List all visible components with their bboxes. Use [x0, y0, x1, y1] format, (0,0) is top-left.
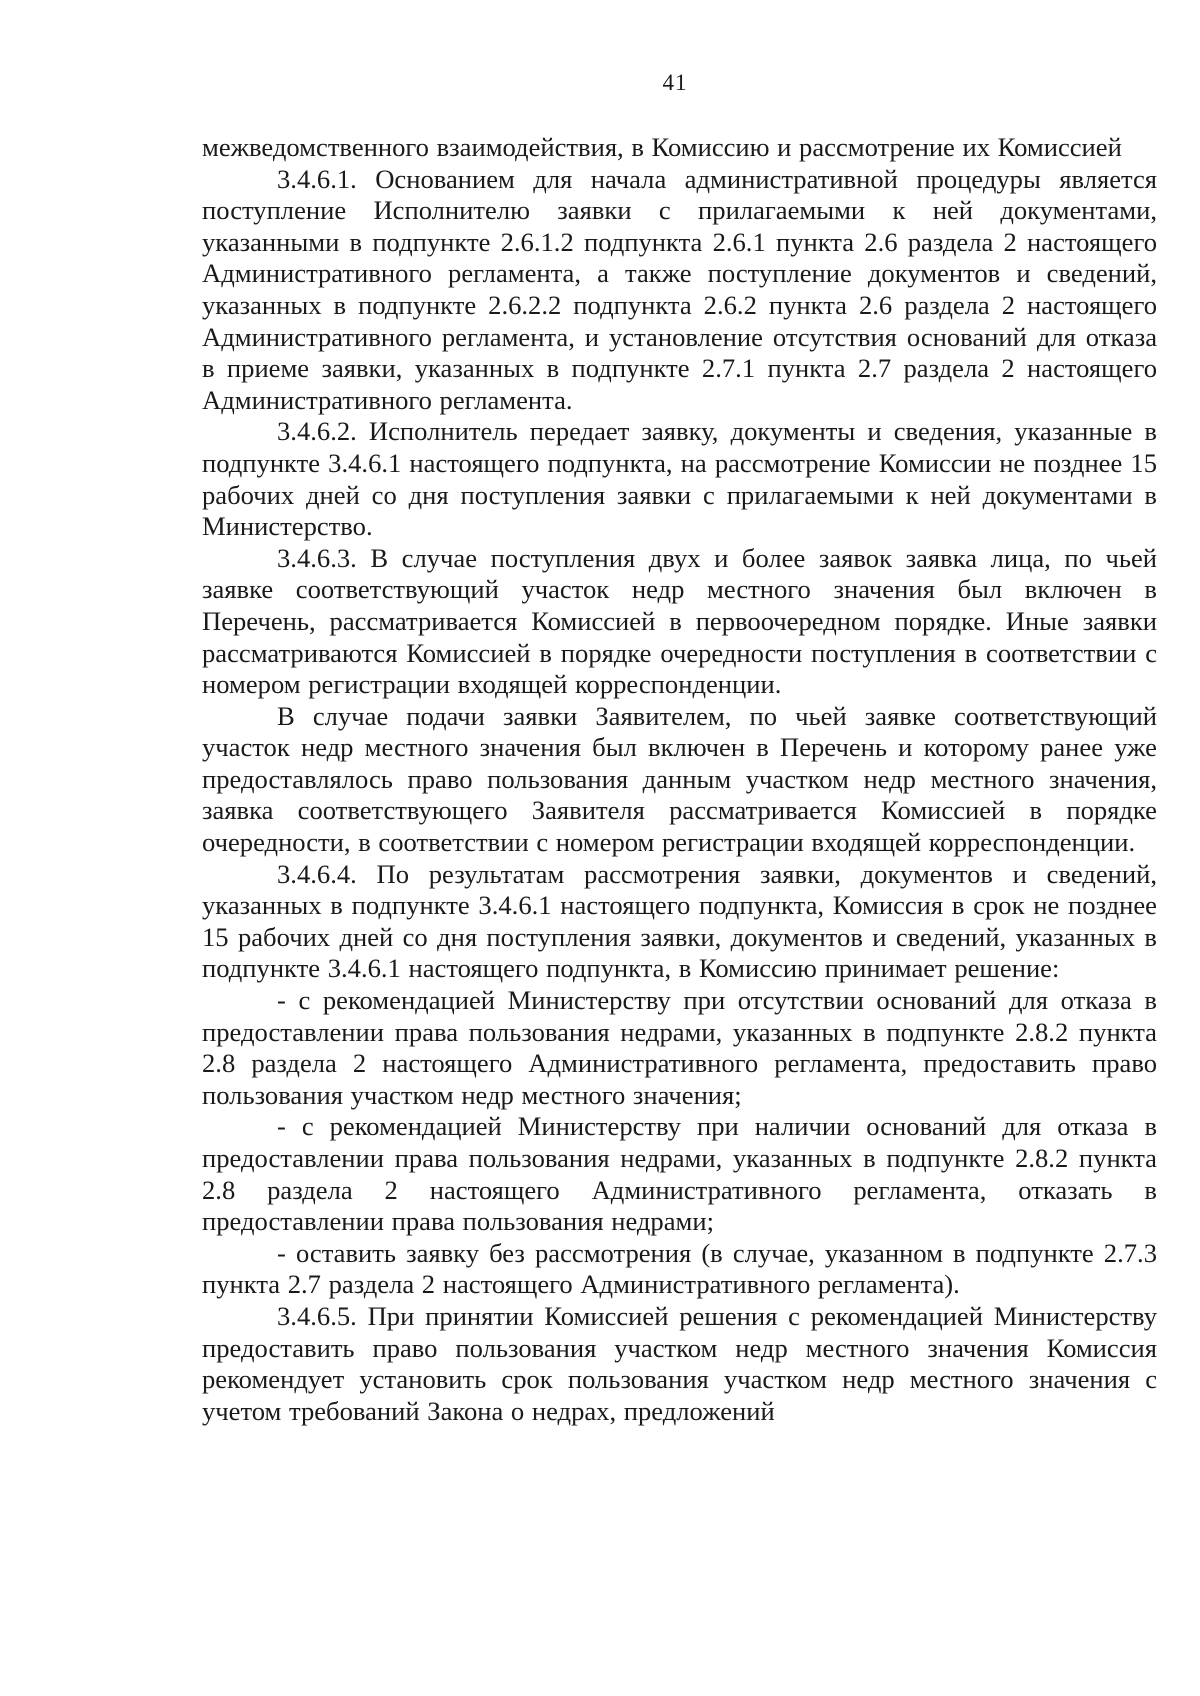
paragraph-3-4-6-4: 3.4.6.4. По результатам рассмотрения заявки, документов и сведений, указанных в подпункте 3.4.6.1 настоящего подпункта, Комиссия в срок не позднее 15 рабочих дней со дня поступления заявки, документов и сведений, указанных в подпункте 3.4.6.1 настоящего подпункта, в Комиссию принимает решение:: [202, 858, 1157, 984]
paragraph-3-4-6-5: 3.4.6.5. При принятии Комиссией решения с рекомендацией Министерству предоставить право пользования участком недр местного значения Комиссия рекомендует установить срок пользования участком недр местного значения с учетом требований Закона о недрах, предложений: [202, 1300, 1157, 1426]
body-text: [202, 132, 1157, 1427]
paragraph-3-4-6-2: 3.4.6.2. Исполнитель передает заявку, документы и сведения, указанные в подпункте 3.4.6.1 настоящего подпункта, на рассмотрение Комиссии не позднее 15 рабочих дней со дня поступления заявки с прилагаемыми к ней документами в Министерство.: [202, 416, 1157, 542]
list-item-leave-unconsidered: - оставить заявку без рассмотрения (в случае, указанном в подпункте 2.7.3 пункта 2.7 раздела 2 настоящего Административного регламента).: [202, 1237, 1157, 1300]
paragraph-3-4-6-3: 3.4.6.3. В случае поступления двух и более заявок заявка лица, по чьей заявке соответствующий участок недр местного значения был включен в Перечень, рассматривается Комиссией в первоочередном порядке. Иные заявки рассматриваются Комиссией в порядке очередности поступления в соответствии с номером регистрации входящей корреспонденции.: [202, 542, 1157, 700]
paragraph-3-4-6-1: 3.4.6.1. Основанием для начала административной процедуры является поступление Исполнителю заявки с прилагаемыми к ней документами, указанными в подпункте 2.6.1.2 подпункта 2.6.1 пункта 2.6 раздела 2 настоящего Административного регламента, а также поступление документов и сведений, указанных в подпункте 2.6.2.2 подпункта 2.6.2 пункта 2.6 раздела 2 настоящего Административного регламента, и установление отсутствия оснований для отказа в приеме заявки, указанных в подпункте 2.7.1 пункта 2.7 раздела 2 настоящего Административного регламента.: [202, 163, 1157, 415]
list-item-recommend-grant: - с рекомендацией Министерству при отсутствии оснований для отказа в предоставлении права пользования недрами, указанных в подпункте 2.8.2 пункта 2.8 раздела 2 настоящего Административного регламента, предоставить право пользования участком недр местного значения;: [202, 985, 1157, 1110]
page-number: 41: [662, 70, 688, 95]
list-item-recommend-refuse: - с рекомендацией Министерству при наличии оснований для отказа в предоставлении права пользования недрами, указанных в подпункте 2.8.2 пункта 2.8 раздела 2 настоящего Административного регламента, отказать в предоставлении права пользования недрами;: [202, 1111, 1157, 1237]
paragraph-applicant-case: В случае подачи заявки Заявителем, по чьей заявке соответствующий участок недр местного значения был включен в Перечень и которому ранее уже предоставлялось право пользования данным участком недр местного значения, заявка соответствующего Заявителя рассматривается Комиссией в порядке очередности, в соответствии с номером регистрации входящей корреспонденции.: [202, 700, 1157, 858]
paragraph-continuation: межведомственного взаимодействия, в Комиссию и рассмотрение их Комиссией: [202, 132, 1122, 162]
